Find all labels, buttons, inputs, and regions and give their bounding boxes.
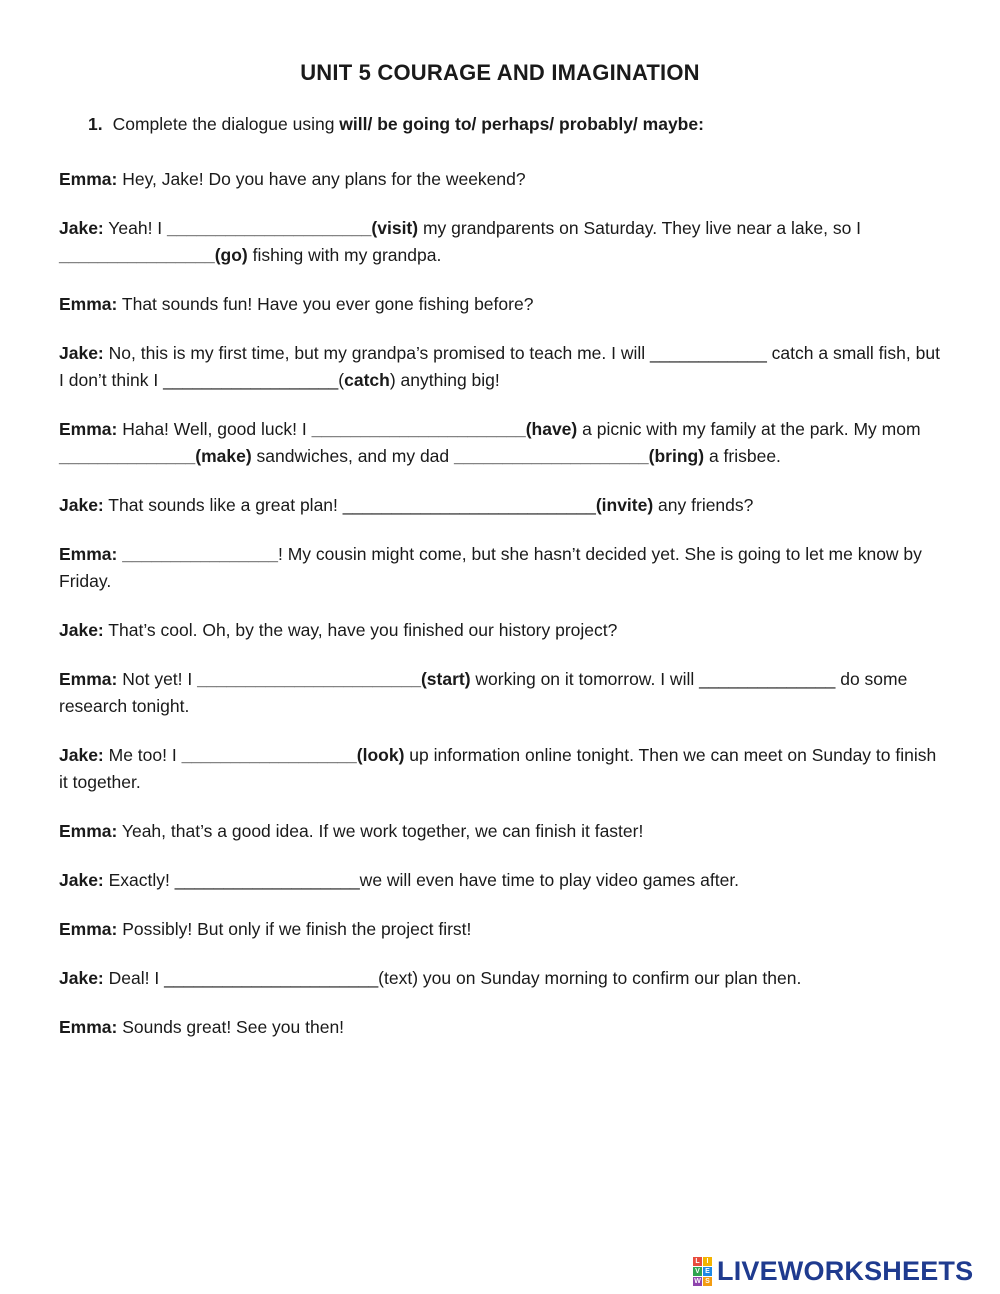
instruction-number: 1. (88, 114, 103, 134)
dialogue-text: working on it tomorrow. I will ______________ do some research tonight. (59, 669, 908, 716)
logo-icon-tile: E (703, 1267, 712, 1276)
blank-with-verb: _____________________(visit) (167, 218, 419, 238)
dialogue (59, 166, 949, 1063)
blank-with-verb: ________________(go) (59, 245, 248, 265)
dialogue-line (59, 215, 949, 269)
blank-with-verb: _______________________(start) (197, 669, 471, 689)
dialogue-line (59, 416, 949, 470)
dialogue-text: Me too! I (103, 745, 182, 765)
speaker-name: Emma: (59, 821, 118, 841)
blank-with-verb: (invite) (595, 495, 654, 515)
dialogue-text: ! My cousin might come, but she hasn’t decided yet. She is going to let me know by Friday. (59, 544, 922, 591)
dialogue-text: That’s cool. Oh, by the way, have you finished our history project? (103, 620, 618, 640)
dialogue-line (59, 916, 949, 943)
dialogue-text: ) anything big! (389, 370, 500, 390)
dialogue-line (59, 492, 949, 519)
dialogue-text: Deal! I ______________________(text) you on Sunday morning to confirm our plan then. (103, 968, 802, 988)
dialogue-text: That sounds fun! Have you ever gone fishing before? (117, 294, 534, 314)
dialogue-line (59, 965, 949, 992)
dialogue-text: No, this is my first time, but my grandpa’s promised to teach me. I will ____________ catch a small fish, but I don’t think I __________________( (59, 343, 940, 390)
speaker-name: Emma: (59, 669, 118, 689)
dialogue-line (59, 541, 949, 595)
speaker-name: Emma: (59, 419, 118, 439)
dialogue-text: Not yet! I (117, 669, 198, 689)
dialogue-text: Sounds great! See you then! (117, 1017, 345, 1037)
dialogue-text: any friends? (653, 495, 754, 515)
dialogue-line (59, 340, 949, 394)
logo-icon-tile: S (703, 1277, 712, 1286)
dialogue-text: fishing with my grandpa. (247, 245, 442, 265)
instruction-bold: will/ be going to/ perhaps/ probably/ maybe: (339, 114, 704, 134)
dialogue-line (59, 818, 949, 845)
blank-with-verb: __________________(look) (181, 745, 405, 765)
speaker-name: Jake: (59, 495, 104, 515)
dialogue-line (59, 291, 949, 318)
dialogue-text: Yeah, that’s a good idea. If we work together, we can finish it faster! (117, 821, 644, 841)
dialogue-text: sandwiches, and my dad (251, 446, 455, 466)
worksheet-title: UNIT 5 COURAGE AND IMAGINATION (300, 60, 700, 85)
dialogue-text: Yeah! I (103, 218, 168, 238)
instruction-text: Complete the dialogue using (112, 114, 340, 134)
blank-with-verb: ______________________(have) (311, 419, 578, 439)
speaker-name: Emma: (59, 544, 118, 564)
logo-icon-tile: W (694, 1278, 701, 1285)
dialogue-text: up information online tonight. Then we can meet on Sunday to finish it together. (59, 745, 937, 792)
logo-icon-tile: V (693, 1267, 702, 1276)
dialogue-text: a picnic with my family at the park. My mom (577, 419, 921, 439)
blank-with-verb: ________________ (122, 544, 278, 564)
speaker-name: Jake: (59, 745, 104, 765)
dialogue-text: Possibly! But only if we finish the project first! (117, 919, 472, 939)
blank-with-verb: catch (344, 370, 390, 390)
dialogue-line (59, 666, 949, 720)
speaker-name: Emma: (59, 294, 118, 314)
dialogue-text: a frisbee. (704, 446, 781, 466)
liveworksheets-logo (693, 1256, 973, 1287)
blank-with-verb: ______________(make) (59, 446, 252, 466)
speaker-name: Emma: (59, 919, 118, 939)
logo-icon-tile: I (703, 1257, 712, 1266)
speaker-name: Emma: (59, 1017, 118, 1037)
dialogue-line (59, 617, 949, 644)
liveworksheets-icon (693, 1257, 712, 1286)
dialogue-text: Haha! Well, good luck! I (117, 419, 312, 439)
dialogue-text: my grandparents on Saturday. They live near a lake, so I (418, 218, 862, 238)
dialogue-line (59, 1014, 949, 1041)
speaker-name: Jake: (59, 620, 104, 640)
dialogue-line (59, 166, 949, 193)
logo-text: LIVEWORKSHEETS (717, 1256, 974, 1286)
blank-with-verb: ____________________(bring) (454, 446, 705, 466)
speaker-name: Jake: (59, 968, 104, 988)
dialogue-line (59, 742, 949, 796)
speaker-name: Jake: (59, 870, 104, 890)
logo-icon-tile: L (693, 1257, 702, 1266)
speaker-name: Emma: (59, 169, 118, 189)
dialogue-text: Exactly! ___________________we will even have time to play video games after. (103, 870, 740, 890)
dialogue-text: Hey, Jake! Do you have any plans for the weekend? (117, 169, 526, 189)
speaker-name: Jake: (59, 343, 104, 363)
speaker-name: Jake: (59, 218, 104, 238)
instruction (88, 114, 704, 135)
dialogue-text: That sounds like a great plan! __________________________ (103, 495, 596, 515)
dialogue-line (59, 867, 949, 894)
